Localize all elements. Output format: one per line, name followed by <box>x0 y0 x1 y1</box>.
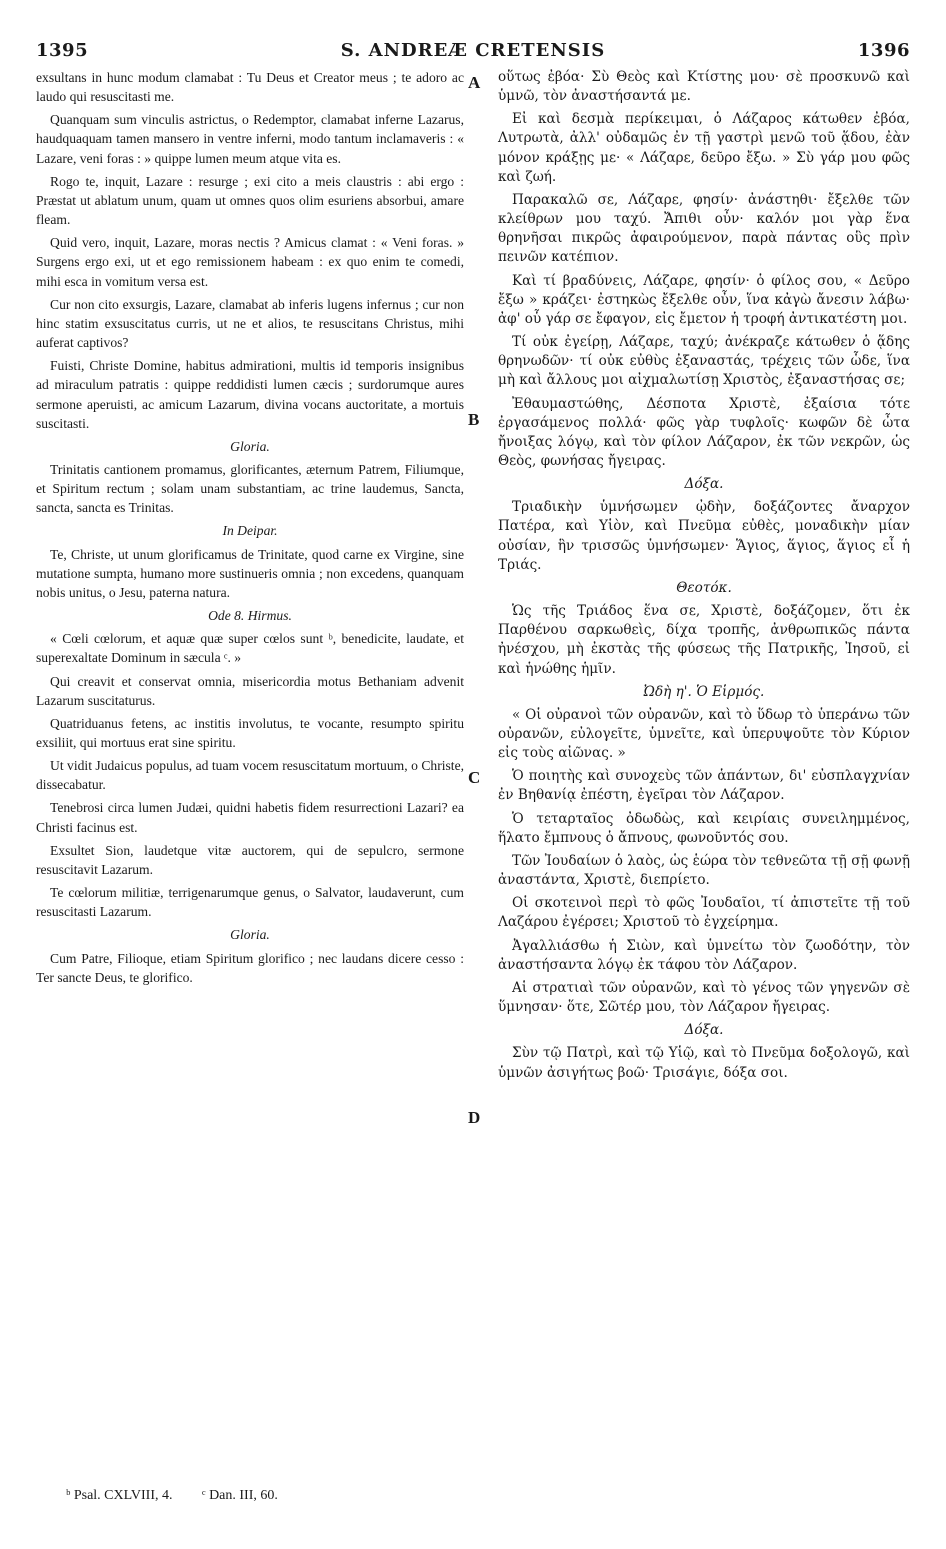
greek-paragraph: Τί οὐκ ἐγείρῃ, Λάζαρε, ταχύ; ἀνέκραζε κάτωθεν ὁ ᾅδης θρηνωδῶν· τί οὐκ εὐθὺς ἐξαναστάς, τρέχεις τῶν ὧδε, ἵνα μὴ καὶ ἄλλους μοι αἰχμαλωτίσῃ Χριστὸς, ἐξαναστήσας σε; <box>498 334 910 389</box>
greek-heading: Δόξα. <box>684 1022 724 1039</box>
latin-column <box>36 68 464 991</box>
greek-paragraph: Τριαδικὴν ὑμνήσωμεν ᾠδὴν, δοξάζοντες ἄναρχον Πατέρα, καὶ Υἱὸν, καὶ Πνεῦμα εὐθὲς, μοναδικὴν μίαν οὐσίαν, ἣν τρισσῶς ὑμνήσωμεν· Ἅγιος, ἅγιος, ἅγιος εἶ ἡ Τριάς. <box>498 499 910 573</box>
latin-paragraph: Quanquam sum vinculis astrictus, o Redemptor, clamabat inferne Lazarus, haudquaquam tamen mansero in ventre inferni, modo tantum inclamaveris : « Lazare, veni foras : » quippe lumen meum atque vita es. <box>36 112 464 166</box>
greek-paragraph: Εἰ καὶ δεσμὰ περίκειμαι, ὁ Λάζαρος κάτωθεν ἐβόα, Λυτρωτὰ, ἀλλ' οὐδαμῶς ἐν τῇ γαστρὶ μενῶ τοῦ ᾅδου, ἐὰν μόνον κράξῃς με· « Λάζαρε, δεῦρο ἔξω. » Σὺ γάρ μου φῶς καὶ ζωή. <box>498 111 910 185</box>
latin-paragraph: Ut vidit Judaicus populus, ad tuam vocem resuscitatum mortuum, o Christe, dissecabatur. <box>36 758 464 793</box>
greek-heading: Ὠδὴ η'. Ὁ Εἱρμός. <box>643 683 765 700</box>
footnote-b: ᵇ Psal. CXLVIII, 4. <box>66 1488 173 1503</box>
latin-paragraph: Trinitatis cantionem promamus, glorificantes, æternum Patrem, Filiumque, et Spiritum rectum ; solam unam substantiam, ac trine laudemus, Sancta, sancta, sancta es Trinitas. <box>36 461 464 516</box>
greek-paragraph: Οἱ σκοτεινοὶ περὶ τὸ φῶς Ἰουδαῖοι, τί ἀπιστεῖτε τῇ τοῦ Λαζάρου ἐγέρσει; Χριστοῦ τὸ ἐγχείρημα. <box>498 895 910 931</box>
greek-paragraph: Καὶ τί βραδύνεις, Λάζαρε, φησίν· ὁ φίλος σου, « Δεῦρο ἔξω » κράζει· ἐστηκὼς ἔξελθε οὖν, ἵνα κἀγὼ ἄνεσιν λάβω· ἀφ' οὗ γάρ σε ἔφαγον, εἰς ἔμετον ἡ τροφή ἀντικατέστη μοι. <box>498 272 910 327</box>
latin-paragraph: Exsultet Sion, laudetque vitæ auctorem, qui de sepulcro, sermone resuscitavit Lazarum. <box>36 842 464 877</box>
latin-paragraph: Quatriduanus fetens, ac institis involutus, te vocante, resumpto spiritu exsiliit, qui mortuus erat sine spiritu. <box>36 715 464 750</box>
greek-paragraph: Σὺν τῷ Πατρὶ, καὶ τῷ Υἱῷ, καὶ τὸ Πνεῦμα δοξολογῶ, καὶ ὑμνῶν ἀσιγήτως βοῶ· Τρισάγιε, δόξα σοι. <box>498 1045 910 1081</box>
page-number-left: 1395 <box>36 40 89 61</box>
greek-paragraph: Ὁ τεταρταῖος ὀδωδὼς, καὶ κειρίαις συνειλημμένος, ἥλατο ἔμπνους ὁ ἄπνους, φωνοῦντός σου. <box>498 810 910 846</box>
latin-paragraph: exsultans in hunc modum clamabat : Tu Deus et Creator meus ; te adoro ac laudo qui resuscitasti me. <box>36 70 464 105</box>
latin-paragraph: Cur non cito exsurgis, Lazare, clamabat ab inferis lugens infernus ; cur non hinc statim exsuscitatus curris, ut ne et alios, te resuscitans Christus, mihi auferat captivos? <box>36 296 464 351</box>
greek-column <box>498 68 910 1087</box>
latin-paragraph: Te cœlorum militiæ, terrigenarumque genus, o Salvator, laudaverunt, cum resuscitasti Lazarum. <box>36 885 464 920</box>
latin-heading: Gloria. <box>230 927 270 943</box>
latin-paragraph: Tenebrosi circa lumen Judæi, quidni habetis fidem resurrectioni Lazari? ea Christi facinus est. <box>36 800 464 835</box>
margin-marker-b: B <box>468 410 480 429</box>
page-number-right: 1396 <box>857 40 910 61</box>
greek-paragraph: οὕτως ἐβόα· Σὺ Θεὸς καὶ Κτίστης μου· σὲ προσκυνῶ καὶ ὑμνῶ, τὸν ἀναστήσαντά με. <box>498 69 910 105</box>
greek-heading: Θεοτόκ. <box>676 579 732 596</box>
margin-marker-c: C <box>468 768 481 787</box>
greek-heading: Δόξα. <box>684 476 724 493</box>
running-title: S. ANDREÆ CRETENSIS <box>340 40 606 61</box>
greek-paragraph: Αἱ στρατιαὶ τῶν οὐρανῶν, καὶ τὸ γένος τῶν γηγενῶν σὲ ὕμνησαν· ὅτε, Σῶτέρ μου, τὸν Λάζαρον ἤγειρας. <box>498 979 910 1016</box>
greek-paragraph: « Οἱ οὐρανοὶ τῶν οὐρανῶν, καὶ τὸ ὕδωρ τὸ ὑπεράνω τῶν οὐρανῶν, εὐλογεῖτε, ὑμνεῖτε, καὶ ὑπερυψοῦτε τὸν Κύριον εἰς τοὺς αἰῶνας. » <box>498 706 910 762</box>
greek-paragraph: Ὡς τῆς Τριάδος ἕνα σε, Χριστὲ, δοξάζομεν, ὅτι ἐκ Παρθένου σαρκωθεὶς, δίχα τροπῆς, ἀνθρωπικῶς πάντα ἠνέσχου, μὴ ἐκστὰς τῆς φύσεως τῆς Πατρικῆς, Ἰησοῦ, εἰ καὶ ἡνώθης ἡμῖν. <box>498 603 910 677</box>
margin-marker-a: A <box>468 73 481 92</box>
latin-paragraph: Fuisti, Christe Domine, habitus admirationi, multis id temporis insignibus ad miraculum patratis : quippe reddidisti lumen cæcis ; surdorumque aures sermone aperuisti, ac amicum Lazarum, divina vocans auctoritate, a mortuis suscitasti. <box>36 358 464 431</box>
latin-paragraph: Rogo te, inquit, Lazare : resurge ; exi cito a meis claustris : abi ergo : Præstat ut ablatum unum, quam ut omnes quos olim esuriens absorbui, amare fleam. <box>36 173 464 228</box>
greek-paragraph: Ἐθαυμαστώθης, Δέσποτα Χριστὲ, ἐξαίσια τότε ἐργασάμενος πολλά· φῶς γὰρ τυφλοῖς· κωφῶν δὲ ὦτα ἤνοιξας λόγῳ, καὶ τὸν φίλον Λάζαρον, ἐκ τῶν νεκρῶν, ὡς Θεὸς, φωνήσας ἤγειρας. <box>498 395 910 469</box>
latin-paragraph: Te, Christe, ut unum glorificamus de Trinitate, quod carne ex Virgine, sine mutatione sumpta, humano more sustinueris omnia ; non excedens, quanquam nobis unitus, o Jesu, paterna natura. <box>36 546 464 600</box>
latin-heading: In Deipar. <box>222 523 278 539</box>
latin-heading: Gloria. <box>230 438 270 454</box>
footnote-c: ᶜ Dan. III, 60. <box>201 1488 278 1503</box>
greek-paragraph: Ἀγαλλιάσθω ἡ Σιὼν, καὶ ὑμνείτω τὸν ζωοδότην, τὸν ἀναστήσαντα λόγῳ ἐκ τάφου τὸν Λάζαρον. <box>498 937 910 973</box>
greek-paragraph: Ὁ ποιητὴς καὶ συνοχεὺς τῶν ἁπάντων, δι' εὐσπλαγχνίαν ἐν Βηθανίᾳ ἐπέστη, ἐγεῖραι τὸν Λάζαρον. <box>498 768 910 804</box>
latin-paragraph: Qui creavit et conservat omnia, misericordia motus Bethaniam advenit Lazarum suscitaturus. <box>36 673 464 708</box>
greek-paragraph: Τῶν Ἰουδαίων ὁ λαὸς, ὡς ἑώρα τὸν τεθνεῶτα τῇ σῇ φωνῇ ἀναστάντα, Χριστὲ, διεπρίετο. <box>498 852 910 889</box>
latin-heading: Ode 8. Hirmus. <box>208 608 292 624</box>
margin-marker-d: D <box>468 1108 481 1127</box>
greek-paragraph: Παρακαλῶ σε, Λάζαρε, φησίν· ἀνάστηθι· ἔξελθε τῶν κλείθρων μου ταχύ. Ἄπιθι οὖν· καλόν μοι γὰρ ἕνα θρηνῆσαι πικρῶς ἀφαιρούμενον, παρὰ πάντας οὓς πρὶν πεινῶν κατέπιον. <box>498 191 910 266</box>
latin-paragraph: Cum Patre, Filioque, etiam Spiritum glorifico ; nec laudans dicere cesso : Ter sancte Deus, te glorifico. <box>36 950 464 985</box>
footnotes <box>66 1488 304 1504</box>
latin-paragraph: « Cœli cœlorum, et aquæ quæ super cœlos sunt ᵇ, benedicite, laudate, et superexaltate Dominum in sæcula ᶜ. » <box>36 631 464 666</box>
latin-paragraph: Quid vero, inquit, Lazare, moras nectis ? Amicus clamat : « Veni foras. » Surgens ergo exi, ut et ego remissionem habeam : ex quo enim te comedi, mihi esca in vomitum versa est. <box>36 235 464 289</box>
